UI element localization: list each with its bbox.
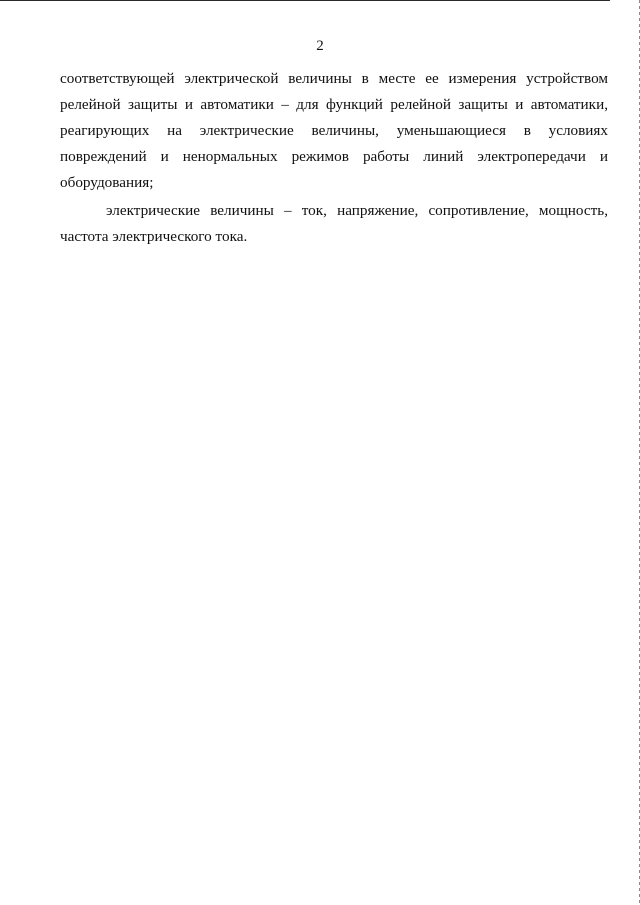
page-number: 2 (316, 38, 324, 54)
document-body (60, 66, 608, 250)
scan-edge-top (0, 0, 610, 1)
paragraph-electrical-quantities: электрические величины – ток, напряжение, сопротивление, мощность, частота электрического тока. (60, 202, 608, 245)
paragraph-definition-continuation: соответствующей электрической величины в месте ее измерения устройством релейной защиты и автоматики – для функций релейной защиты и автоматики, реагирующих на электрические величины, уменьшающиеся в условиях повреждений и ненормальных режимов работы линий электропередачи и оборудования; (60, 70, 608, 191)
